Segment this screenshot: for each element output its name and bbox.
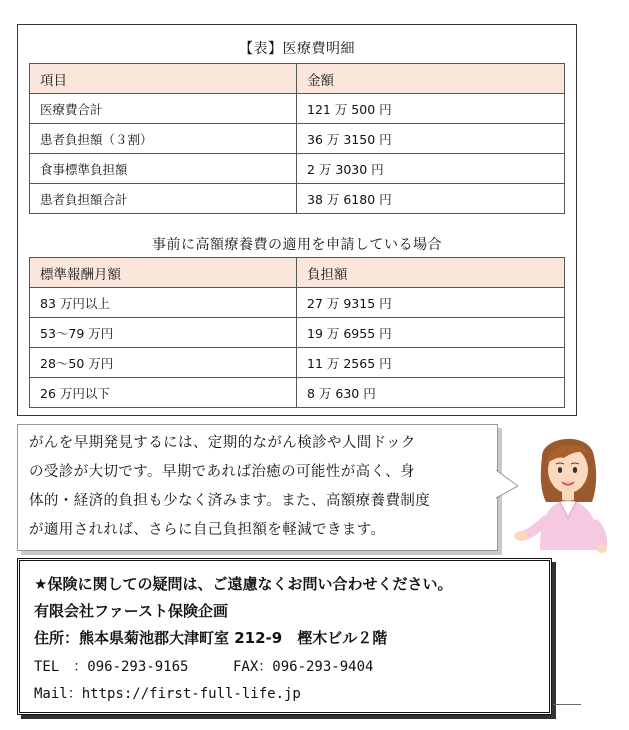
row-label: 食事標準負担額 [30, 154, 297, 184]
company-address: 住所：熊本県菊池郡大津町室 212-9 樫木ビル２階 [34, 629, 388, 647]
row-value: 19 万 6955 円 [297, 318, 565, 348]
header-item: 項目 [30, 64, 297, 94]
phone-number: TEL ：096-293-9165 [34, 659, 189, 675]
row-value: 8 万 630 円 [297, 378, 565, 408]
table-row [30, 318, 565, 348]
contact-info-box [17, 558, 552, 715]
advice-text [18, 425, 497, 545]
table-row [30, 288, 565, 318]
advice-line: が適用されれば、さらに自己負担額を軽減できます。 [29, 522, 386, 538]
row-value: 38 万 6180 円 [297, 184, 565, 214]
row-label: 28〜50 万円 [30, 348, 297, 378]
website-link[interactable]: Mail：https://first-full-life.jp [34, 686, 301, 702]
header-burden: 負担額 [297, 258, 565, 288]
fax-number: FAX：096-293-9404 [233, 659, 374, 675]
medical-cost-table [29, 63, 565, 214]
table-row [30, 184, 565, 214]
medical-table-caption: 【表】医療費明細 [239, 41, 355, 57]
company-name: 有限会社ファースト保険企画 [34, 602, 228, 620]
header-amount: 金額 [297, 64, 565, 94]
row-label: 患者負担額（３割） [30, 124, 297, 154]
table-row [30, 348, 565, 378]
burden-table-caption: 事前に高額療養費の適用を申請している場合 [152, 237, 442, 253]
table-header-row [30, 258, 565, 288]
contact-title: ★保険に関しての疑問は、ご遠慮なくお問い合わせください。 [34, 575, 453, 593]
row-label: 患者負担額合計 [30, 184, 297, 214]
table-header-row [30, 64, 565, 94]
row-label: 83 万円以上 [30, 288, 297, 318]
table-row [30, 94, 565, 124]
row-value: 11 万 2565 円 [297, 348, 565, 378]
cost-tables-frame [17, 24, 577, 416]
row-value: 2 万 3030 円 [297, 154, 565, 184]
advice-callout [17, 424, 498, 551]
table-row [30, 154, 565, 184]
nurse-illustration-icon [512, 428, 620, 553]
advice-line: の受診が大切です。早期であれば治癒の可能性が高く、身 [29, 464, 415, 480]
row-value: 121 万 500 円 [297, 94, 565, 124]
table-row [30, 378, 565, 408]
header-salary: 標準報酬月額 [30, 258, 297, 288]
row-label: 26 万円以下 [30, 378, 297, 408]
row-label: 53〜79 万円 [30, 318, 297, 348]
page-corner-mark [553, 704, 581, 705]
row-label: 医療費合計 [30, 94, 297, 124]
advice-line: 体的・経済的負担も少なく済みます。また、高額療養費制度 [29, 493, 431, 509]
row-value: 36 万 3150 円 [297, 124, 565, 154]
burden-table [29, 257, 565, 408]
table-row [30, 124, 565, 154]
advice-line: がんを早期発見するには、定期的ながん検診や人間ドック [29, 435, 416, 451]
row-value: 27 万 9315 円 [297, 288, 565, 318]
phone-fax-line [34, 656, 374, 676]
